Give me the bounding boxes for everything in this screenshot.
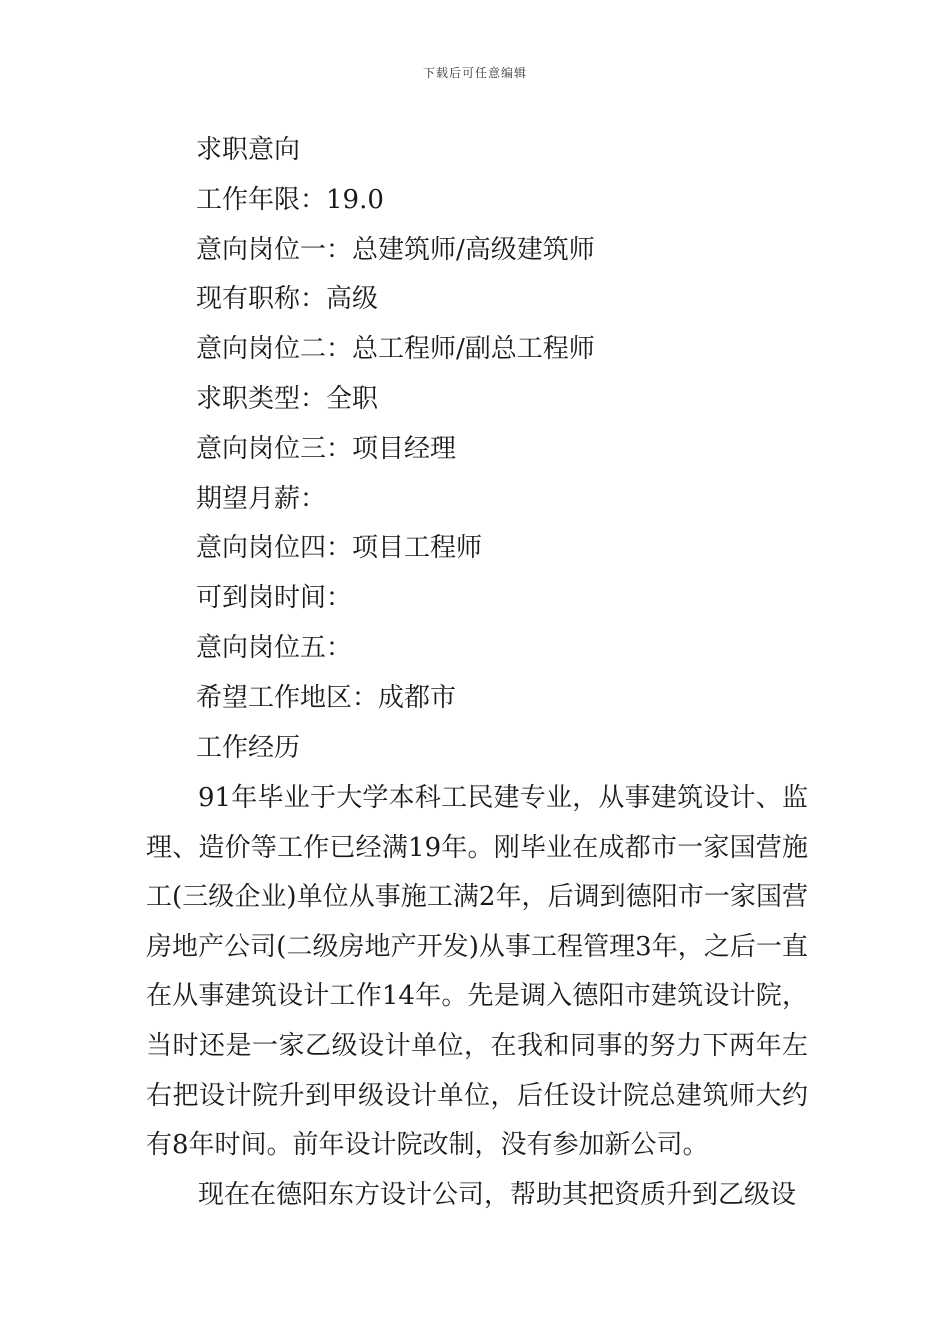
paragraph: 现在在德阳东方设计公司，帮助其把资质升到乙级设 (198, 1179, 797, 1210)
job-intention-list (196, 126, 836, 773)
field-current-title: 现有职称：高级 (196, 284, 379, 315)
field-expected-salary: 期望月薪： (196, 483, 327, 514)
section-heading-work-experience: 工作经历 (196, 732, 301, 763)
field-position-4: 意向岗位四：项目工程师 (196, 533, 483, 564)
field-position-5: 意向岗位五： (196, 632, 353, 663)
paragraph: 91年毕业于大学本科工民建专业，从事建筑设计、监理、造价等工作已经满19年。刚毕业在成都市一家国营施工(三级企业)单位从事施工满2年，后调到德阳市一家国营房地产公司(二级房地产开发)从事工程管理3年，之后一直在从事建筑设计工作14年。先是调入德阳市建筑设计院，当时还是一家乙级设计单位，在我和同事的努力下两年左右把设计院升到甲级设计单位，后任设计院总建筑师大约有8年时间。前年设计院改制，没有参加新公司。 (146, 783, 808, 1161)
field-work-location: 希望工作地区：成都市 (196, 682, 457, 713)
field-available-date: 可到岗时间： (196, 583, 353, 614)
field-position-3: 意向岗位三：项目经理 (196, 433, 457, 464)
header-note: 下载后可任意编辑 (422, 66, 527, 80)
work-experience-body (146, 774, 808, 1220)
section-heading-job-intention: 求职意向 (196, 135, 301, 165)
field-work-years: 工作年限：19.0 (196, 184, 384, 215)
field-job-type: 求职类型：全职 (196, 383, 379, 414)
field-position-1: 意向岗位一：总建筑师/高级建筑师 (196, 234, 595, 265)
field-position-2: 意向岗位二：总工程师/副总工程师 (196, 334, 595, 365)
